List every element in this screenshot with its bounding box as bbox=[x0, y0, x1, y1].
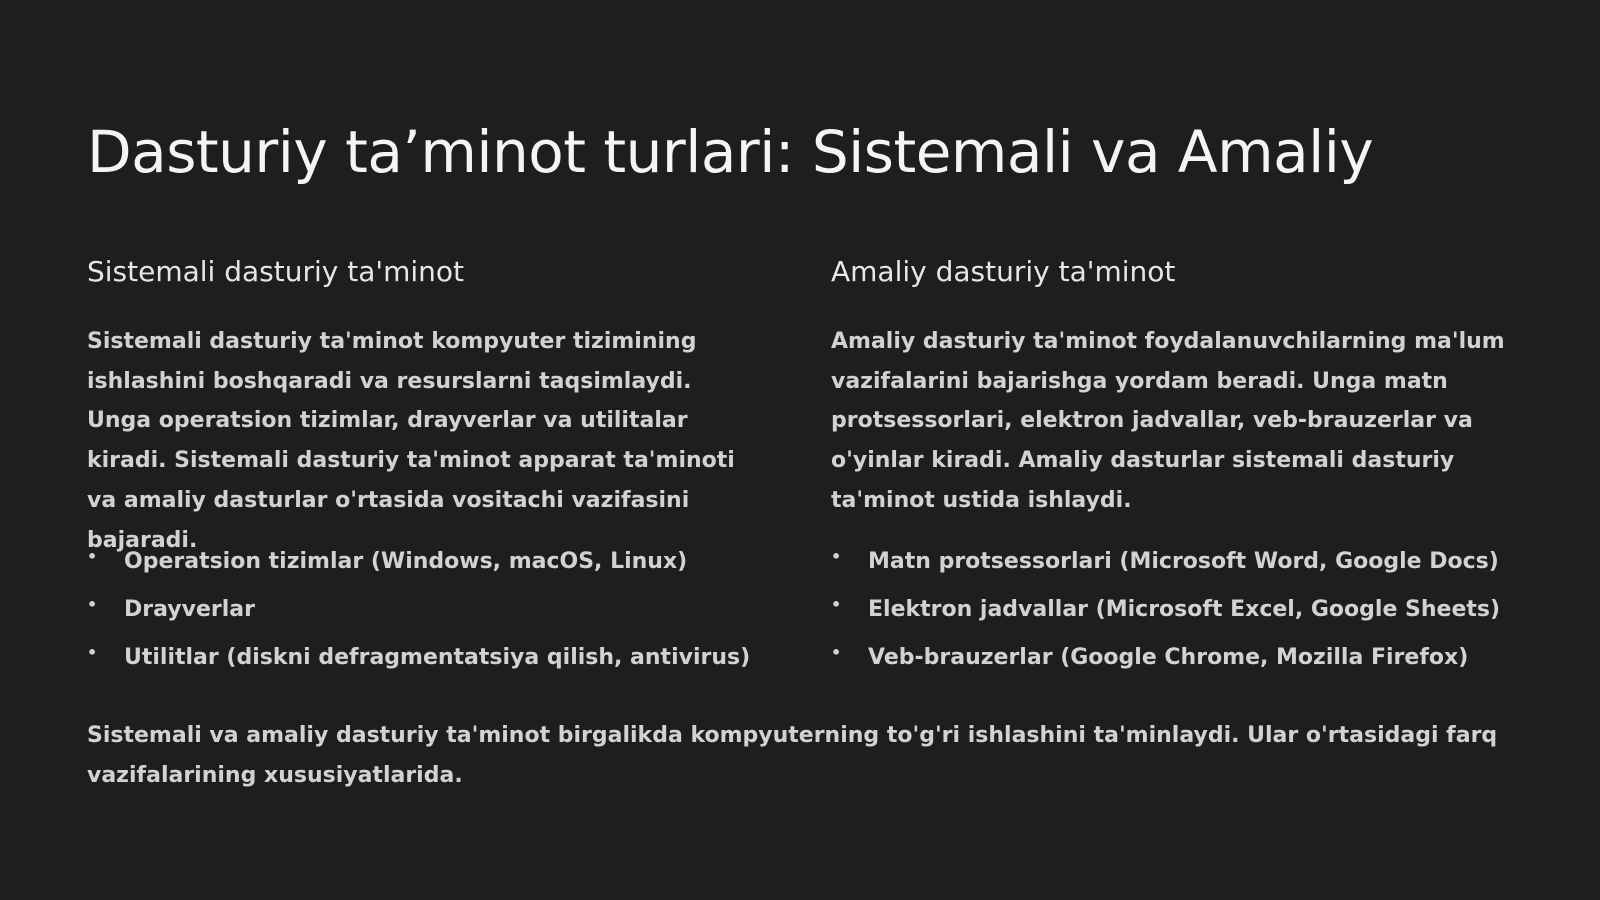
bullet-icon: • bbox=[87, 595, 98, 614]
bullet-icon: • bbox=[87, 547, 98, 566]
bullet-icon: • bbox=[831, 547, 842, 566]
list-item bbox=[831, 542, 1511, 590]
list-item-text: Operatsion tizimlar (Windows, macOS, Linux) bbox=[124, 549, 688, 574]
list-item-text: Matn protsessorlari (Microsoft Word, Google Docs) bbox=[868, 549, 1499, 574]
bullet-icon: • bbox=[87, 643, 98, 662]
list-item bbox=[831, 638, 1511, 686]
list-item-text: Elektron jadvallar (Microsoft Excel, Google Sheets) bbox=[868, 597, 1501, 622]
bullet-icon: • bbox=[831, 643, 842, 662]
list-item bbox=[831, 590, 1511, 638]
right-bullet-list bbox=[831, 542, 1511, 686]
list-item-text: Drayverlar bbox=[124, 597, 255, 622]
slide-title: Dasturiy ta’minot turlari: Sistemali va Amaliy bbox=[87, 118, 1374, 186]
right-column-paragraph: Amaliy dasturiy ta'minot foydalanuvchilarning ma'lum vazifalarini bajarishga yordam beradi. Unga matn protsessorlari, elektron jadvallar, veb-brauzerlar va o'yinlar kiradi. Amaliy dasturlar sistemali dasturiy ta'minot ustida ishlaydi. bbox=[831, 329, 1505, 513]
left-column-paragraph: Sistemali dasturiy ta'minot kompyuter tizimining ishlashini boshqaradi va resurslarni taqsimlaydi. Unga operatsion tizimlar, drayverlar va utilitalar kiradi. Sistemali dasturiy ta'minot apparat ta'minoti va amaliy dasturlar o'rtasida vositachi vazifasini bajaradi. bbox=[87, 329, 735, 553]
list-item-text: Utilitlar (diskni defragmentatsiya qilish, antivirus) bbox=[124, 645, 751, 670]
left-bullet-list bbox=[87, 542, 751, 686]
summary-paragraph: Sistemali va amaliy dasturiy ta'minot birgalikda kompyuterning to'g'ri ishlashini ta'minlaydi. Ular o'rtasidagi farq vazifalarining xususiyatlarida. bbox=[87, 723, 1498, 788]
list-item bbox=[87, 590, 747, 638]
bullet-icon: • bbox=[831, 595, 842, 614]
right-column-heading: Amaliy dasturiy ta'minot bbox=[831, 255, 1176, 288]
list-item bbox=[87, 638, 751, 686]
list-item bbox=[87, 542, 747, 590]
left-column-heading: Sistemali dasturiy ta'minot bbox=[87, 255, 464, 288]
list-item-text: Veb-brauzerlar (Google Chrome, Mozilla Firefox) bbox=[868, 645, 1469, 670]
